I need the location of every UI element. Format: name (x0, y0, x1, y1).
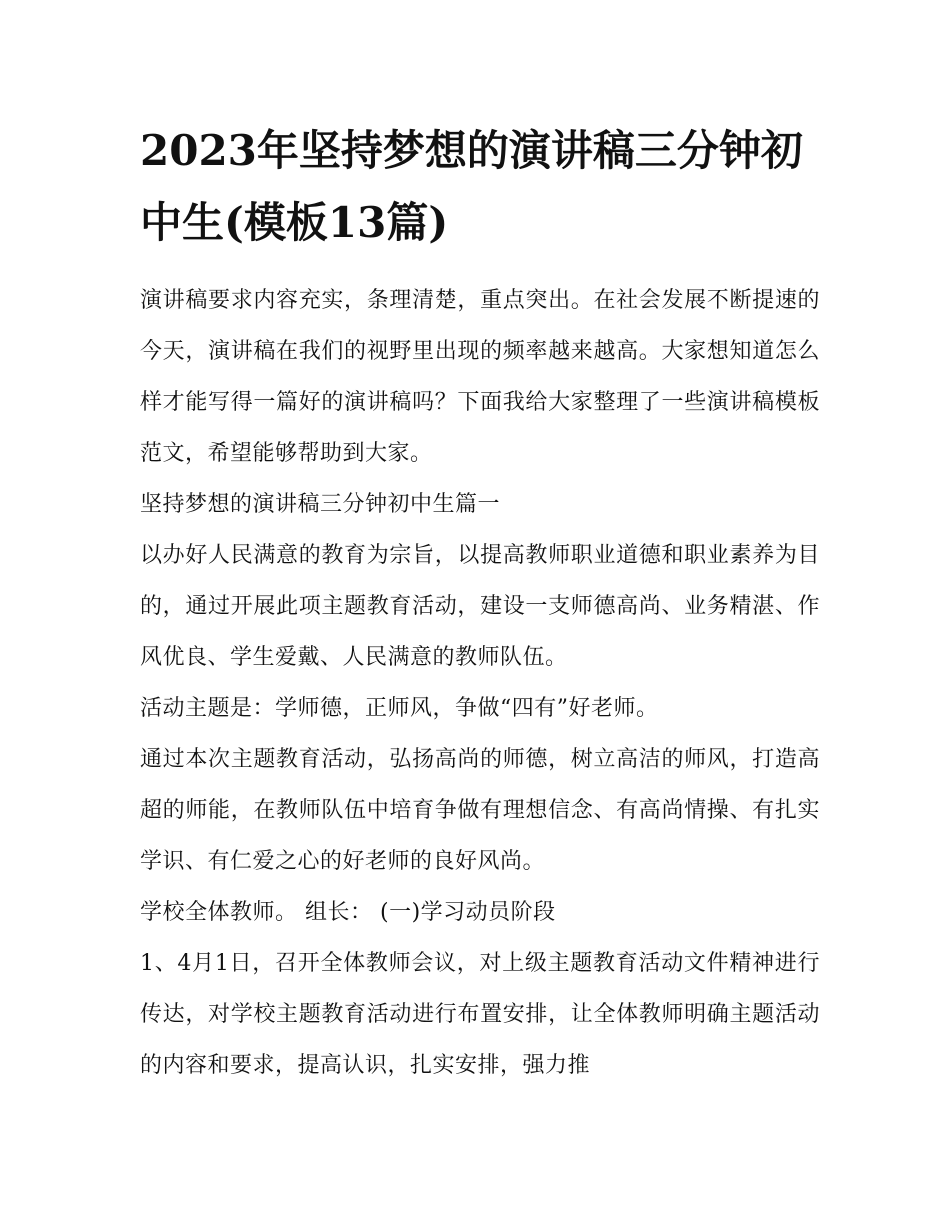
document-title: 2023年坚持梦想的演讲稿三分钟初中生(模板13篇) (140, 126, 803, 247)
paragraph-goal: 通过本次主题教育活动，弘扬高尚的师德，树立高洁的师风，打造高超的师能，在教师队伍中培育争做有理想信念、有高尚情操、有扎实学识、有仁爱之心的好老师的良好风尚。 (140, 747, 820, 874)
paragraph-participants: 学校全体教师。 组长： (一)学习动员阶段 (140, 900, 556, 925)
paragraph-step-1: 1、4月1日，召开全体教师会议，对上级主题教育活动文件精神进行传达，对学校主题教育活动进行布置安排，让全体教师明确主题活动的内容和要求，提高认识，扎实安排，强力推 (140, 951, 820, 1078)
paragraph-theme: 活动主题是：学师德，正师风，争做“四有”好老师。 (140, 696, 659, 721)
document-page (140, 115, 820, 1091)
document-body (140, 275, 820, 1091)
section-heading: 坚持梦想的演讲稿三分钟初中生篇一 (140, 492, 501, 517)
paragraph-purpose: 以办好人民满意的教育为宗旨，以提高教师职业道德和职业素养为目的，通过开展此项主题教育活动，建设一支师德高尚、业务精湛、作风优良、学生爱戴、人民满意的教师队伍。 (140, 543, 820, 670)
paragraph-intro: 演讲稿要求内容充实，条理清楚，重点突出。在社会发展不断提速的今天，演讲稿在我们的视野里出现的频率越来越高。大家想知道怎么样才能写得一篇好的演讲稿吗？下面我给大家整理了一些演讲稿模板范文，希望能够帮助到大家。 (140, 288, 820, 466)
